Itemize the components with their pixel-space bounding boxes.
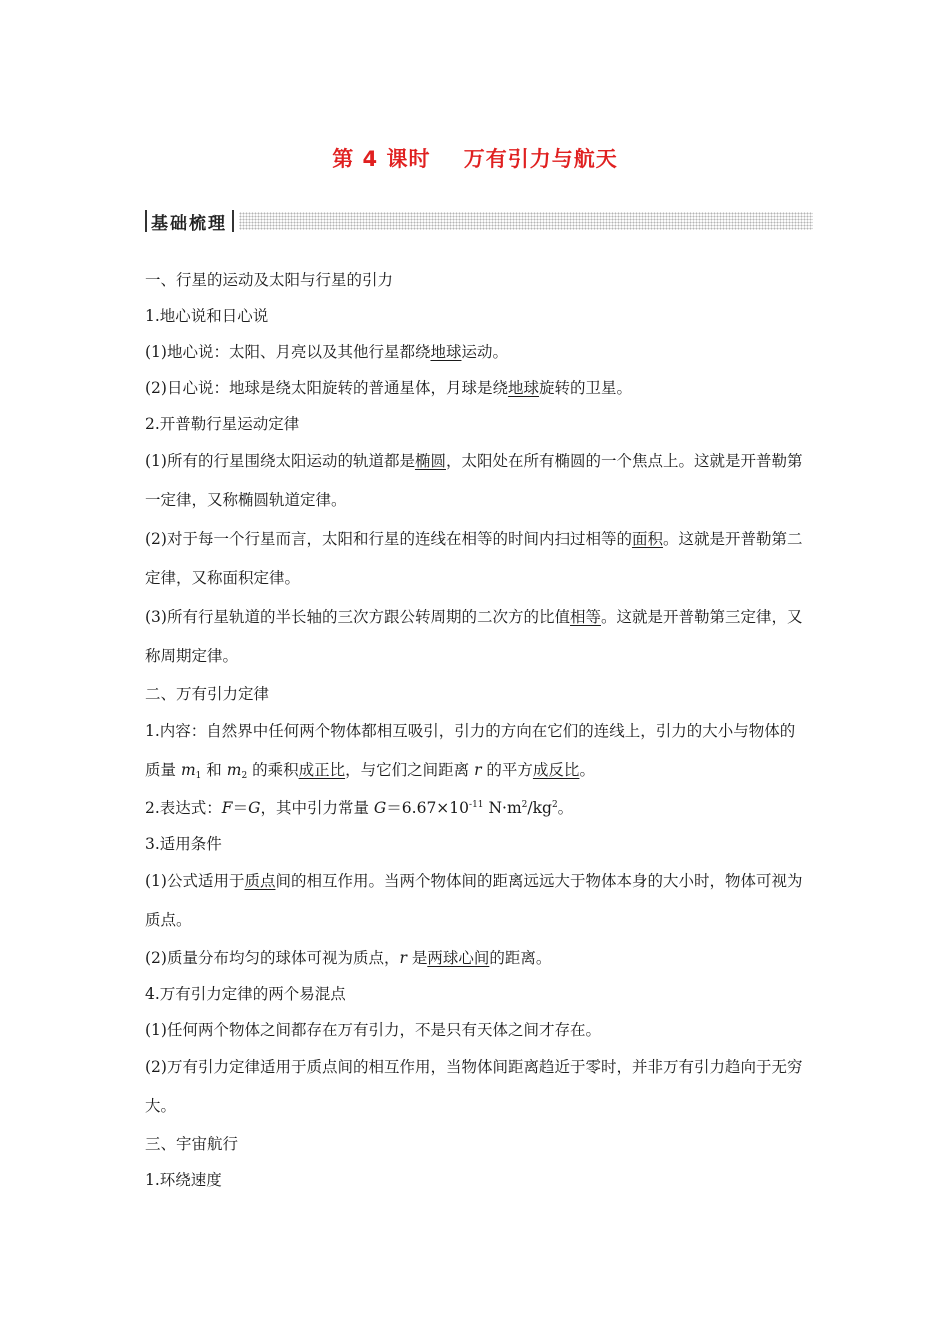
text: 。这就是开普勒第二定律，又称面积定律。 [145, 530, 803, 587]
exponent: -11 [469, 800, 484, 810]
symbol-r: r [474, 761, 482, 779]
underlined-answer: 质点 [244, 872, 276, 890]
underlined-answer: 地球 [430, 343, 462, 361]
paragraph-condition-2 [145, 940, 810, 976]
text: (2)对于每一个行星而言，太阳和行星的连线在相等的时间内扫过相等的 [145, 530, 632, 548]
symbol-G: G [248, 799, 261, 817]
exponent: 2 [551, 800, 558, 810]
paragraph-confusion-1: (1)任何两个物体之间都存在万有引力，不是只有天体之间才存在。 [145, 1021, 601, 1039]
text: (2)日心说：地球是绕太阳旋转的普通星体，月球是绕 [145, 379, 508, 397]
text: 2.表达式： [145, 799, 222, 817]
header-bar-right [232, 210, 234, 232]
text: 的乘积 [247, 761, 299, 779]
text: 的平方 [481, 761, 533, 779]
subheading-confusions: 4.万有引力定律的两个易混点 [145, 985, 346, 1003]
paragraph-heliocentric [145, 370, 810, 406]
text: (1)公式适用于 [145, 872, 245, 890]
text: 。 [557, 799, 574, 817]
section-header-basics [143, 206, 813, 236]
subheading-geocentric: 1.地心说和日心说 [145, 307, 269, 325]
text: (2)质量分布均匀的球体可视为质点， [145, 949, 400, 967]
underlined-answer: 椭圆 [414, 452, 446, 470]
heading-planet-motion: 一、行星的运动及太阳与行星的引力 [145, 271, 394, 289]
paragraph-law-content [145, 712, 810, 790]
text: ＝6.67×10 [386, 799, 470, 817]
text: ，其中引力常量 [260, 799, 374, 817]
text: (1)地心说：太阳、月亮以及其他行星都绕 [145, 343, 431, 361]
subheading-orbital-velocity: 1.环绕速度 [145, 1171, 222, 1189]
underlined-answer: 地球 [507, 379, 539, 397]
symbol-G: G [373, 799, 387, 817]
symbol-r: r [399, 949, 407, 967]
underlined-answer: 成反比 [532, 761, 580, 779]
exponent: 2 [521, 800, 528, 810]
heading-gravitation-law: 二、万有引力定律 [145, 685, 270, 703]
paragraph-kepler-third [145, 598, 810, 676]
underlined-answer: 两球心间 [427, 949, 490, 967]
symbol-m: m [226, 761, 242, 779]
dotted-divider [239, 212, 813, 230]
paragraph-condition-1 [145, 862, 810, 940]
text: 和 [201, 761, 227, 779]
text: 1.内容：自然界中任何两个物体都相互吸引，引力的方向在它们的连线上，引力的大小与物体的质量 [145, 722, 796, 779]
text: (1)所有的行星围绕太阳运动的轨道都是 [145, 452, 415, 470]
document-body [145, 262, 810, 1198]
symbol-m: m [180, 761, 196, 779]
text: 的距离。 [489, 949, 552, 967]
subheading-conditions: 3.适用条件 [145, 835, 222, 853]
heading-space-flight: 三、宇宙航行 [145, 1135, 239, 1153]
text: 运动。 [461, 343, 508, 361]
text: 间的相互作用。当两个物体间的距离远远大于物体本身的大小时，物体可视为质点。 [145, 872, 803, 929]
paragraph-confusion-2: (2)万有引力定律适用于质点间的相互作用，当物体间距离趋近于零时，并非万有引力趋向于无穷大。 [145, 1058, 803, 1115]
text: N·m [483, 799, 522, 817]
text: 。 [579, 761, 595, 779]
underlined-answer: 面积 [631, 530, 663, 548]
text: 。这就是开普勒第三定律，又称周期定律。 [145, 608, 803, 665]
paragraph-geocentric [145, 334, 810, 370]
text: 是 [406, 949, 428, 967]
underlined-answer: 相等 [569, 608, 601, 626]
paragraph-kepler-second [145, 520, 810, 598]
subheading-kepler: 2.开普勒行星运动定律 [145, 415, 300, 433]
equals: ＝ [232, 799, 249, 817]
lesson-title: 第 4 课时 万有引力与航天 [332, 147, 618, 171]
subscript: 2 [241, 771, 248, 781]
text: ，太阳处在所有椭圆的一个焦点上。这就是开普勒第一定律，又称椭圆轨道定律。 [145, 452, 803, 509]
paragraph-expression [145, 790, 810, 826]
text: /kg [527, 799, 552, 817]
section-label: 基础梳理 [151, 214, 227, 234]
subscript: 1 [195, 771, 202, 781]
paragraph-kepler-first [145, 442, 810, 520]
text: 旋转的卫星。 [538, 379, 632, 397]
header-bar-left [145, 210, 147, 232]
text: (3)所有行星轨道的半长轴的三次方跟公转周期的二次方的比值 [145, 608, 570, 626]
text: ，与它们之间距离 [345, 761, 475, 779]
underlined-answer: 成正比 [298, 761, 346, 779]
symbol-F: F [221, 799, 233, 817]
